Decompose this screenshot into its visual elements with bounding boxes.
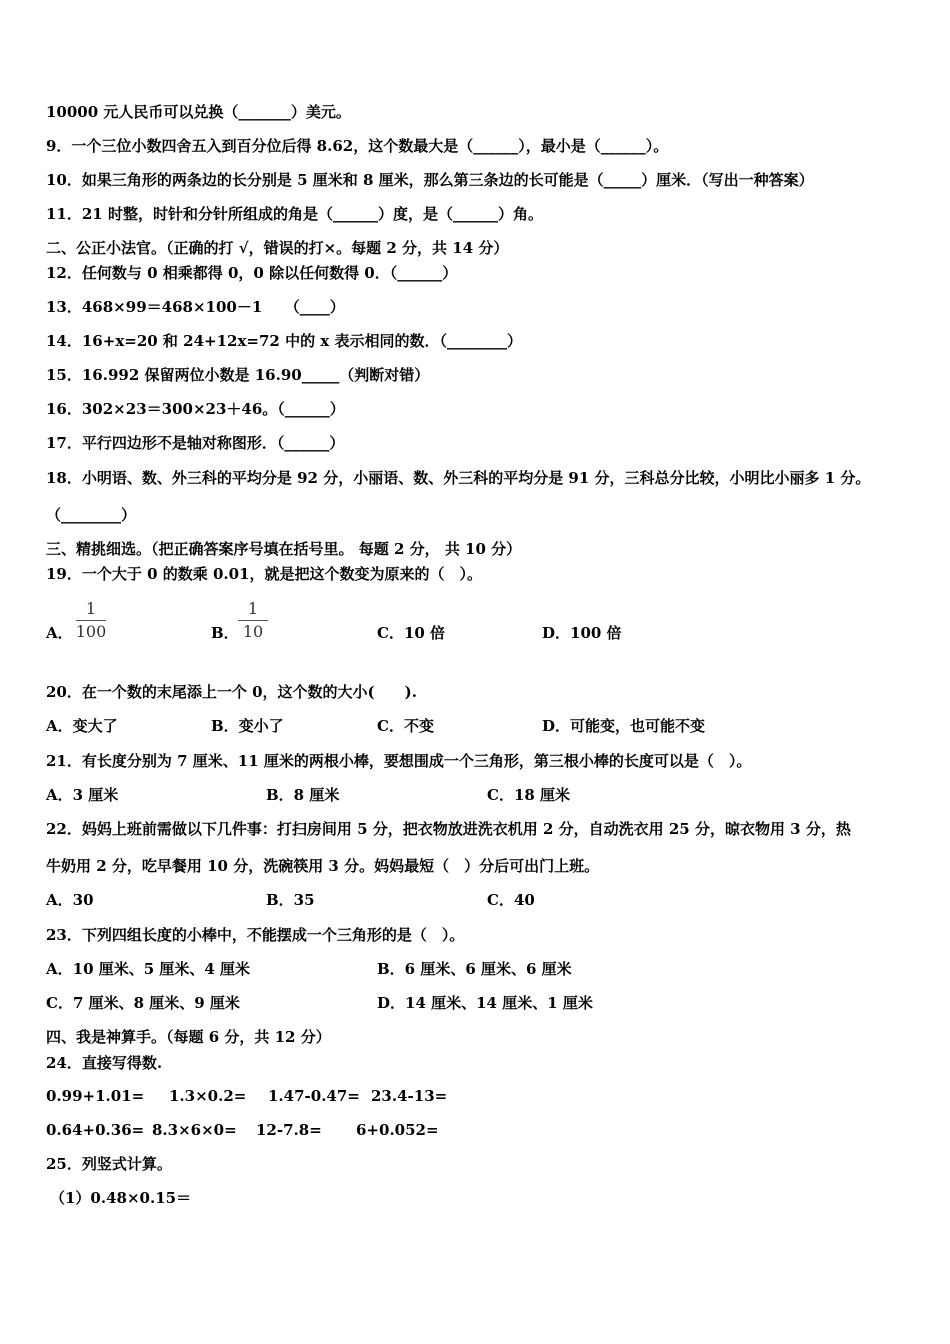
q24-row2-item-2: 8.3×6×0= [152,1121,237,1139]
q21-option-c: C．18 厘米 [487,786,571,804]
q22-option-c: C．40 [487,891,535,909]
q20-option-c: C．不变 [377,717,434,735]
question-25: 25．列竖式计算。 [46,1155,172,1173]
question-9: 9．一个三位小数四舍五入到百分位后得 8.62，这个数最大是（______），最小是（______）。 [46,137,669,155]
question-14: 14．16+x=20 和 24+12x=72 中的 x 表示相同的数．（________） [46,332,522,350]
q24-row1-item-2: 1.3×0.2= [169,1087,247,1105]
question-22-line-2: 牛奶用 2 分，吃早餐用 10 分，洗碗筷用 3 分。妈妈最短（ ）分后可出门上班。 [46,857,600,875]
q19-option-c: C．10 倍 [377,624,446,642]
q19-option-b-fraction [236,600,270,641]
q23-option-c: C．7 厘米、8 厘米、9 厘米 [46,994,240,1012]
q23-option-d: D．14 厘米、14 厘米、1 厘米 [377,994,593,1012]
fraction-denominator: 10 [242,622,264,641]
question-15: 15．16.992 保留两位小数是 16.90_____（判断对错） [46,366,430,384]
section-2-heading: 二、公正小法官。（正确的打 √，错误的打×。每题 2 分，共 14 分） [46,239,509,257]
question-13: 13．468×99＝468×100－1 （____） [46,298,345,316]
fraction-denominator: 100 [75,622,107,641]
question-11: 11．21 时整，时针和分针所组成的角是（______）度，是（______）角。 [46,205,543,223]
q24-row2-item-4: 6+0.052= [356,1121,439,1139]
fraction-bar [238,620,268,621]
question-8-tail: 10000 元人民币可以兑换（_______）美元。 [46,103,351,121]
q23-option-a: A．10 厘米、5 厘米、4 厘米 [46,960,251,978]
q24-row1-item-3: 1.47-0.47= [268,1087,360,1105]
question-12: 12．任何数与 0 相乘都得 0，0 除以任何数得 0．（______） [46,264,458,282]
q19-option-d: D．100 倍 [542,624,622,642]
question-21: 21．有长度分别为 7 厘米、11 厘米的两根小棒，要想围成一个三角形，第三根小棒的长度可以是（ ）。 [46,752,752,770]
q23-option-b: B．6 厘米、6 厘米、6 厘米 [377,960,572,978]
q24-row1-item-1: 0.99+1.01= [46,1087,145,1105]
question-20: 20．在一个数的末尾添上一个 0，这个数的大小( ). [46,683,417,701]
question-19: 19．一个大于 0 的数乘 0.01，就是把这个数变为原来的（ ）。 [46,565,483,583]
question-25-part-1: （1）0.48×0.15＝ [50,1189,192,1207]
q24-row2-item-1: 0.64+0.36= [46,1121,145,1139]
q21-option-b: B．8 厘米 [266,786,340,804]
q22-option-b: B．35 [266,891,315,909]
fraction-numerator: 1 [85,599,97,618]
fraction-numerator: 1 [247,599,259,618]
fraction-bar [76,620,106,621]
q22-option-a: A．30 [46,891,94,909]
q24-row2-item-3: 12-7.8= [256,1121,322,1139]
question-18-line-2: （________） [46,506,137,524]
q19-option-a-label: A． [46,624,73,642]
section-4-heading: 四、我是神算手。（每题 6 分，共 12 分） [46,1028,331,1046]
question-17: 17．平行四边形不是轴对称图形．（______） [46,434,345,452]
q24-row1-item-4: 23.4-13= [371,1087,448,1105]
q20-option-d: D．可能变，也可能不变 [542,717,706,735]
q21-option-a: A．3 厘米 [46,786,119,804]
question-10: 10．如果三角形的两条边的长分别是 5 厘米和 8 厘米，那么第三条边的长可能是（_____）厘米．（写出一种答案） [46,171,814,189]
q20-option-b: B．变小了 [211,717,284,735]
question-24: 24．直接写得数. [46,1054,163,1072]
section-3-heading: 三、精挑细选。（把正确答案序号填在括号里。 每题 2 分， 共 10 分） [46,540,522,558]
question-18-line-1: 18．小明语、数、外三科的平均分是 92 分，小丽语、数、外三科的平均分是 91 分，三科总分比较，小明比小丽多 1 分。 [46,469,871,487]
question-22-line-1: 22．妈妈上班前需做以下几件事：打扫房间用 5 分，把衣物放进洗衣机用 2 分，自动洗衣用 25 分，晾衣物用 3 分，热 [46,820,851,838]
question-23: 23．下列四组长度的小棒中，不能摆成一个三角形的是（ ）。 [46,926,465,944]
q20-option-a: A．变大了 [46,717,118,735]
q19-option-a-fraction [74,600,108,641]
question-16: 16．302×23＝300×23＋46。（______） [46,400,345,418]
q19-option-b-label: B． [211,624,239,642]
